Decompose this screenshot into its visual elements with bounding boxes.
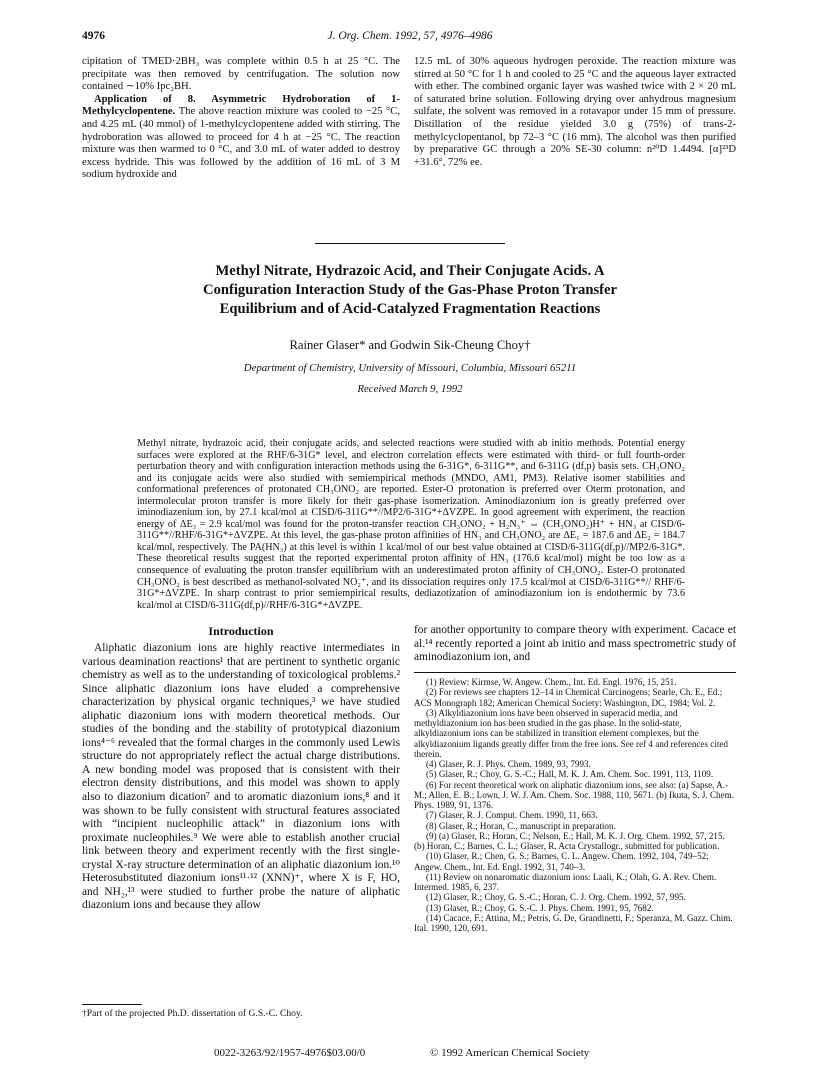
authors: Rainer Glaser* and Godwin Sik-Cheung Choy† (289, 338, 531, 352)
copyright: © 1992 American Chemical Society (430, 1047, 590, 1059)
introduction-column-left (82, 624, 400, 913)
reference-item: (5) Glaser, R.; Choy, G. S.-C.; Hall, M. K. J. Am. Chem. Soc. 1991, 113, 1109. (426, 769, 714, 780)
reference-item: (14) Cacace, F.; Attina, M.; Petris, G. De, Grandinetti, F.; Speranza, M. Gazz. Chim. Ital. 1990, 120, 691. (414, 912, 733, 933)
reference-item: (8) Glaser, R.; Horan, C., manuscript in preparation. (426, 820, 616, 831)
title-line-2: Configuration Interaction Study of the Gas-Phase Proton Transfer (203, 282, 617, 298)
section-heading-inline: Application of 8. Asymmetric Hydroboration of 1-Methylcyclopentene. (82, 93, 400, 118)
reference-item: (6) For recent theoretical work on aliphatic diazonium ions, see also: (a) Sapse, A.-M.; Allen, E. B.; Lown, J. W. J. Am. Chem. Soc. 1988, 110, 5671. (b) Ikuta, S. J. Chem. Phys. 1989, 91, 1376. (414, 779, 734, 810)
separator-rule (315, 243, 505, 244)
reference-item: (7) Glaser, R. J. Comput. Chem. 1990, 11, 663. (426, 810, 598, 821)
received-date: Received March 9, 1992 (357, 383, 463, 395)
title-line-1: Methyl Nitrate, Hydrazoic Acid, and Their Conjugate Acids. A (215, 263, 605, 279)
reference-item: (10) Glaser, R.; Chen, G. S.; Barnes, C. L. Angew. Chem. 1992, 104, 749–52; Angew. Chem., Int. Ed. Engl. 1992, 31, 740–3. (414, 851, 709, 872)
title-line-3: Equilibrium and of Acid-Catalyzed Fragmentation Reactions (219, 301, 601, 317)
prev-left-paragraph-2-body: The above reaction mixture was cooled to −25 °C, and 4.25 mL (40 mmol) of 1-methylcyclopentene added with stirring. The hydroboration was allowed to proceed for 4 h at −25 °C. The reaction mixture was then warmed to 0 °C, and 3.0 mL of water added to destroy excess hydride. This was followed by the addition of 16 mL of 3 M sodium hydroxide and (82, 106, 400, 181)
introduction-heading: Introduction (208, 624, 274, 638)
references-rule (414, 672, 736, 673)
previous-article-left-column (82, 56, 400, 182)
author-footnote: †Part of the projected Ph.D. dissertation of G.S.-C. Choy. (82, 1008, 303, 1019)
abstract: Methyl nitrate, hydrazoic acid, their conjugate acids, and selected reactions were studied with ab initio methods. Potential energy surfaces were explored at the RHF/6-31G* level, and electron correlation effects were estimated with third- or full fourth-order perturbation theory and with configuration interaction methods using the 6-31G*, 6-311G**, and 6-311G (df,p) basis sets. CH₃ONO₂ and its conjugate acids were also studied with semiempirical methods (MNDO, AM1, PM3). Relative isomer stabilities and conformational preferences of protonated CH₃ONO₂ are reported. Ester-O protonation is preferred over Oterm protonation, and intermolecular proton transfer is more likely for their gas-phase isomerization. Aminodiazonium ion is greatly preferred over iminodiazenium ion, by 27.1 kcal/mol at CISD/6-311G**//MP2/6-31G*+ΔVZPE. In good agreement with experiment, the reaction energy of ΔE₃ = 2.9 kcal/mol was found for the proton-transfer reaction CH₃ONO₂ + H₂N₃⁺ ⇔ (CH₃ONO₂)H⁺ + HN₃ at CISD/6-311G**//RHF/6-31G*+ΔVZPE. At this level, the gas-phase proton affinities of HN₃ and CH₃ONO₂ are ΔE₁ = 187.6 and ΔE₂ = 184.7 kcal/mol, respectively. The PA(HN₃) at this level is within 1 kcal/mol of our best value obtained at CISD/6-311G(df,p)//MP2/6-31G*. These theoretical results suggest that the reported experimental proton affinity of HN₃ (176.6 kcal/mol) might be too low as a consequence of evaluating the proton transfer equilibrium with an underestimated proton affinity of CH₃ONO₂. Ester-O protonated CH₃ONO₂ is best described as methanol-solvated NO₂⁺, and its dissociation requires only 17.5 kcal/mol at CISD/6-311G**// RHF/6-31G*+ΔVZPE. In sharp contrast to prior semiempirical results, dediazotization of aminodiazonium ion is endothermic by 73.6 kcal/mol at CISD/6-311G(df,p)//RHF/6-31G*+ΔVZPE. (137, 438, 685, 611)
journal-citation: J. Org. Chem. 1992, 57, 4976–4986 (327, 30, 493, 42)
prev-left-paragraph-2 (82, 94, 400, 182)
previous-article-right-column (414, 56, 736, 169)
introduction-text: Aliphatic diazonium ions are highly reactive intermediates in various deamination reactions¹ that are pertinent to synthetic organic chemistry as well as to the understanding of toxicological problems.² Since aliphatic diazonium ions have eluded a comprehensive characterization by physical organic techniques,³ we have studied aliphatic diazonium ions with modern theoretical methods. Our studies of the bonding and the stability of prototypical diazonium ions⁴⁻⁶ revealed that the formal charges in the commonly used Lewis structure do not appropriately reflect the actual charge distributions. A new bonding model was proposed that is consistent with their electron density distributions, and this model was shown to apply also to diazonium dication⁷ and to aromatic diazonium ions,⁸ and it was shown to be fully consistent with structural features associated with “incipient nucleophilic attack” in diazonium ions with proximate nucleophiles.⁹ We were able to establish another crucial link between theory and experiment recently with the first single-crystal X-ray structure determination of an aliphatic diazonium ion.¹⁰ Heterosubstituted diazonium ions¹¹·¹² (XNN)⁺, where X is F, HO, and NH₂,¹³ were studied to further probe the nature of aliphatic diazonium ions and because they allow (82, 642, 400, 912)
footnote-rule (82, 1004, 142, 1005)
reference-item: (3) Alkyldiazonium ions have been observed in superacid media, and methyldiazonium ion has been studied in the gas phase. In the solid-state, alkyldiazonium ions can be stabilized in transition element complexes, but the alkyldiazonium ligands greatly differ from the free ions. See ref 4 and references cited therein. (414, 707, 728, 759)
reference-item: (2) For reviews see chapters 12–14 in Chemical Carcinogens; Searle, Ch. E., Ed.; ACS Monograph 182; American Chemical Society: Washington, DC, 1984; Vol. 2. (414, 687, 723, 708)
page-number: 4976 (82, 30, 105, 42)
introduction-column-right: for another opportunity to compare theory with experiment. Cacace et al.¹⁴ recently reported a joint ab initio and mass spectrometric study of aminodiazonium ion, and (414, 624, 736, 664)
article-title (80, 262, 740, 319)
reference-item: (9) (a) Glaser, R.; Horan, C.; Nelson, E.; Hall, M. K. J. Org. Chem. 1992, 57, 215. (b) Horan, C.; Barnes, C. L.; Glaser, R. Acta Crystallogr., submitted for publication. (414, 830, 725, 851)
reference-item: (11) Review on nonaromatic diazonium ions: Laali, K.; Olah, G. A. Rev. Chem. Intermed. 1985, 6, 237. (414, 871, 717, 892)
prev-right-paragraph-1: 12.5 mL of 30% aqueous hydrogen peroxide. The reaction mixture was stirred at 50 °C for 1 h and cooled to 25 °C and the aqueous layer extracted with ether. The combined organic layer was washed twice with 2 × 20 mL of saturated brine solution. Following drying over anhydrous magnesium sulfate, the solvent was removed in a rotavapor under 15 mm of pressure. Distillation of the residue yielded 3.0 g (75%) of trans-2-methylcyclopentanol, bp 72–3 °C (16 mm). The alcohol was then purified by preparative GC through a 20% SE-30 column: n²⁰D 1.4494. [α]²³D +31.6°, 72% ee. (414, 56, 736, 168)
affiliation: Department of Chemistry, University of Missouri, Columbia, Missouri 65211 (243, 362, 577, 374)
reference-item: (12) Glaser, R.; Choy, G. S.-C.; Horan, C. J. Org. Chem. 1992, 57, 995. (426, 892, 686, 903)
reference-item: (13) Glaser, R.; Choy, G. S.-C. J. Phys. Chem. 1991, 95, 7682. (426, 902, 654, 913)
reference-item: (1) Review: Kirmse, W. Angew. Chem., Int. Ed. Engl. 1976, 15, 251. (426, 677, 677, 687)
reference-list (414, 677, 736, 933)
article-code: 0022-3263/92/1957-4976$03.00/0 (214, 1047, 366, 1059)
prev-left-paragraph-1: cipitation of TMED·2BH₃ was complete within 0.5 h at 25 °C. The precipitate was then removed by centrifugation. The solution now contained ∼10% Ipc₂BH. (82, 56, 400, 93)
reference-item: (4) Glaser, R. J. Phys. Chem. 1989, 93, 7993. (426, 759, 591, 769)
